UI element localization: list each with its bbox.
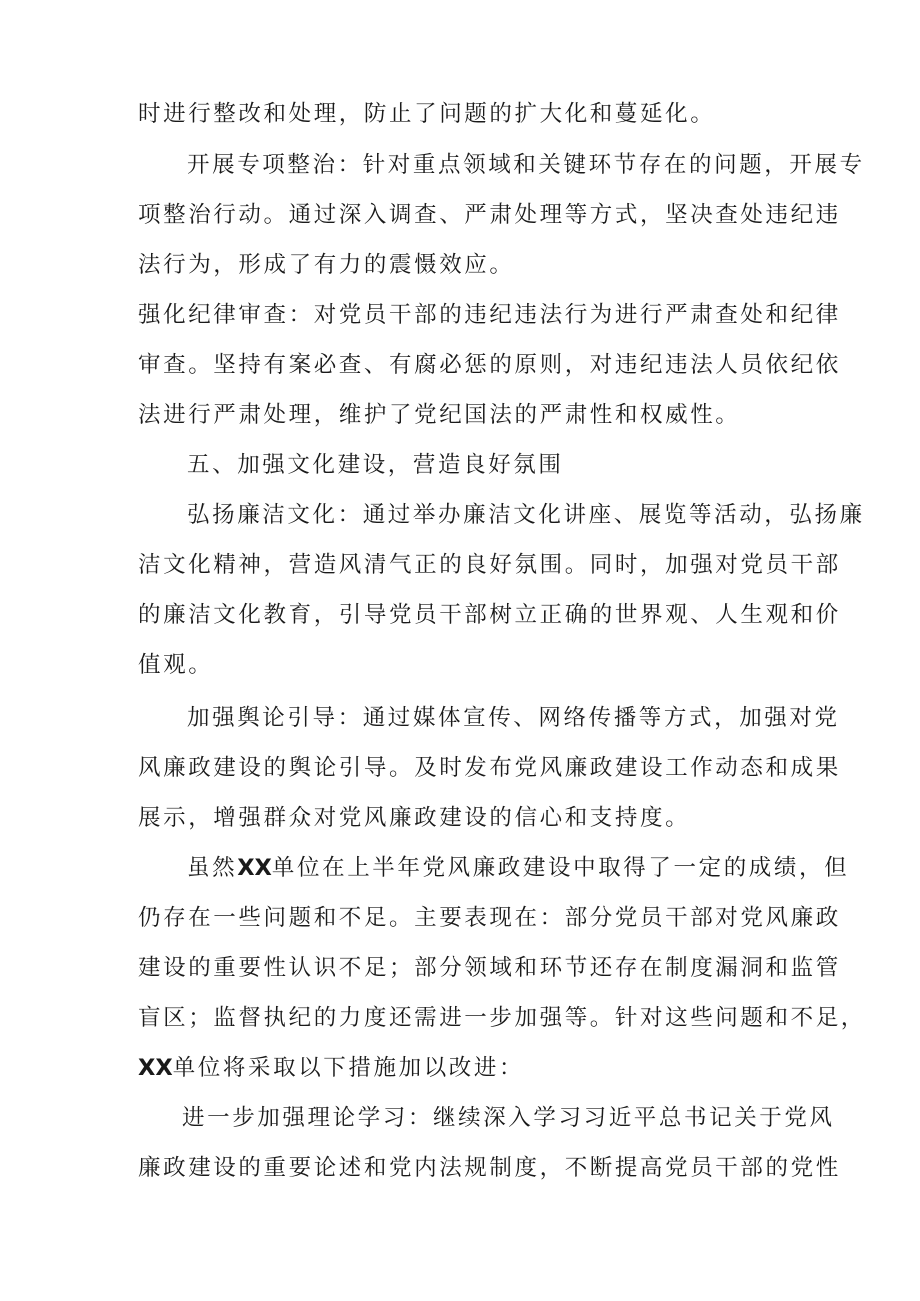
text-segment: 单位在上半年党风廉政建设中取得了一定的成绩，但 xyxy=(271,855,850,881)
text-line: 风廉政建设的舆论引导。及时发布党风廉政建设工作动态和成果 xyxy=(138,755,841,781)
text-line: 弘扬廉洁文化：通过举办廉洁文化讲座、展览等活动，弘扬廉 xyxy=(187,502,865,528)
text-line: 强化纪律审查：对党员干部的违纪违法行为进行严肃查处和纪律 xyxy=(138,302,841,328)
text-segment: 虽然 xyxy=(187,855,238,881)
text-line: 的廉洁文化教育，引导党员干部树立正确的世界观、人生观和价 xyxy=(138,602,841,628)
text-line: 开展专项整治：针对重点领域和关键环节存在的问题，开展专 xyxy=(187,152,865,178)
text-line: 展示，增强群众对党风廉政建设的信心和支持度。 xyxy=(138,805,691,831)
text-line: 加强舆论引导：通过媒体宣传、网络传播等方式，加强对党 xyxy=(187,705,840,731)
section-heading: 五、加强文化建设，营造良好氛围 xyxy=(187,452,564,478)
text-line xyxy=(0,853,920,883)
unit-placeholder: XX xyxy=(138,1055,173,1081)
text-line: 法进行严肃处理，维护了党纪国法的严肃性和权威性。 xyxy=(138,402,741,428)
text-line: 值观。 xyxy=(138,652,214,678)
text-line xyxy=(0,1053,920,1083)
text-line: 仍存在一些问题和不足。主要表现在：部分党员干部对党风廉政 xyxy=(138,905,841,931)
text-line: 审查。坚持有案必查、有腐必惩的原则，对违纪违法人员依纪依 xyxy=(138,352,841,378)
text-line: 廉政建设的重要论述和党内法规制度，不断提高党员干部的党性 xyxy=(138,1155,841,1181)
text-line: 时进行整改和处理，防止了问题的扩大化和蔓延化。 xyxy=(138,101,716,127)
text-line: 盲区；监督执纪的力度还需进一步加强等。针对这些问题和不足， xyxy=(138,1005,866,1031)
text-segment: 单位将采取以下措施加以改进： xyxy=(172,1055,525,1081)
text-line: 进一步加强理论学习：继续深入学习习近平总书记关于党风 xyxy=(182,1105,835,1131)
text-line: 项整治行动。通过深入调查、严肃处理等方式，坚决查处违纪违 xyxy=(138,202,841,228)
text-line: 法行为，形成了有力的震慑效应。 xyxy=(138,252,515,278)
unit-placeholder: XX xyxy=(237,855,272,881)
text-line: 建设的重要性认识不足；部分领域和环节还存在制度漏洞和监管 xyxy=(138,955,841,981)
text-line: 洁文化精神，营造风清气正的良好氛围。同时，加强对党员干部 xyxy=(138,552,841,578)
